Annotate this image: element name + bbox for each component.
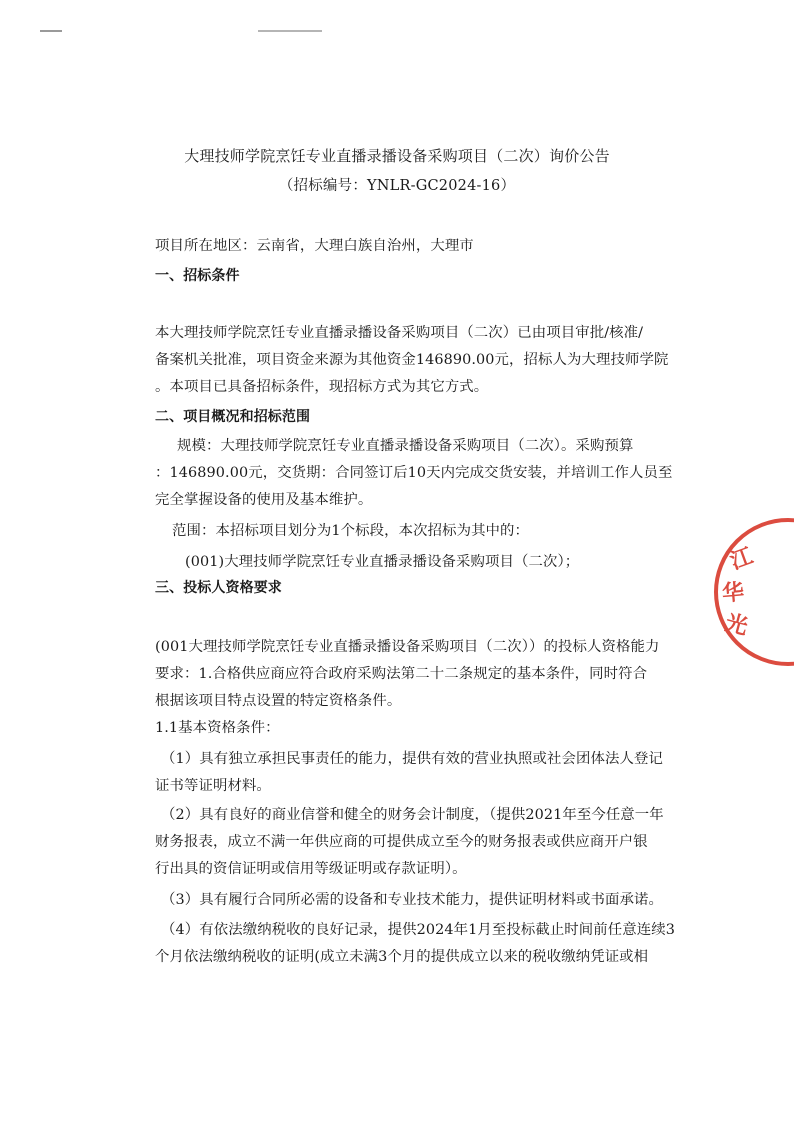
paragraph-line: （3）具有履行合同所必需的设备和专业技术能力，提供证明材料或书面承诺。 — [161, 892, 663, 908]
paragraph-line: 要求：1.合格供应商应符合政府采购法第二十二条规定的基本条件，同时符合 — [155, 666, 648, 682]
stamp-character: 光 — [722, 610, 751, 641]
document-title: 大理技师学院烹饪专业直播录播设备采购项目（二次）询价公告 — [184, 147, 610, 165]
paragraph-line: ：146890.00元，交货期：合同签订后10天内完成交货安装，并培训工作人员至 — [155, 465, 673, 481]
paragraph-line: 行出具的资信证明或信用等级证明或存款证明）。 — [155, 861, 467, 877]
section-heading-bidder-qualifications: 三、投标人资格要求 — [155, 580, 282, 596]
paragraph-line: 备案机关批准，项目资金来源为其他资金146890.00元，招标人为大理技师学院 — [155, 352, 669, 368]
paragraph-line: 规模：大理技师学院烹饪专业直播录播设备采购项目（二次）。采购预算 — [177, 438, 634, 454]
paragraph-line: 完全掌握设备的使用及基本维护。 — [155, 492, 373, 508]
paragraph-line: 。本项目已具备招标条件，现招标方式为其它方式。 — [155, 379, 489, 395]
paragraph-line: 个月依法缴纳税收的证明(成立未满3个月的提供成立以来的税收缴纳凭证或相 — [155, 949, 649, 965]
stamp-character: 华 — [721, 580, 746, 607]
stamp-character: 江 — [727, 543, 757, 575]
paragraph-line: (001大理技师学院烹饪专业直播录播设备采购项目（二次））的投标人资格能力 — [155, 639, 660, 655]
paragraph-line: 范围：本招标项目划分为1个标段，本次招标为其中的： — [172, 523, 530, 539]
official-seal-stamp — [714, 518, 794, 666]
paragraph-line: 根据该项目特点设置的特定资格条件。 — [155, 693, 402, 709]
paragraph-line: 本大理技师学院烹饪专业直播录播设备采购项目（二次）已由项目审批/核准/ — [155, 325, 644, 341]
scan-header-marks — [40, 30, 340, 36]
section-heading-project-overview: 二、项目概况和招标范围 — [155, 409, 311, 425]
project-location: 项目所在地区：云南省，大理白族自治州，大理市 — [155, 238, 474, 254]
paragraph-line: （4）有依法缴纳税收的良好记录，提供2024年1月至投标截止时间前任意连续3 — [161, 922, 676, 938]
paragraph-line: 财务报表，成立不满一年供应商的可提供成立至今的财务报表或供应商开户银 — [155, 834, 648, 850]
paragraph-line: (001)大理技师学院烹饪专业直播录播设备采购项目（二次）； — [185, 554, 580, 570]
paragraph-line: 1.1基本资格条件： — [155, 720, 280, 736]
tender-number: （招标编号：YNLR-GC2024-16） — [278, 178, 516, 194]
section-heading-tender-conditions: 一、招标条件 — [155, 268, 240, 284]
paragraph-line: 证书等证明材料。 — [155, 778, 271, 794]
paragraph-line: （2）具有良好的商业信誉和健全的财务会计制度，（提供2021年至今任意一年 — [161, 807, 664, 823]
paragraph-line: （1）具有独立承担民事责任的能力，提供有效的营业执照或社会团体法人登记 — [161, 751, 663, 767]
